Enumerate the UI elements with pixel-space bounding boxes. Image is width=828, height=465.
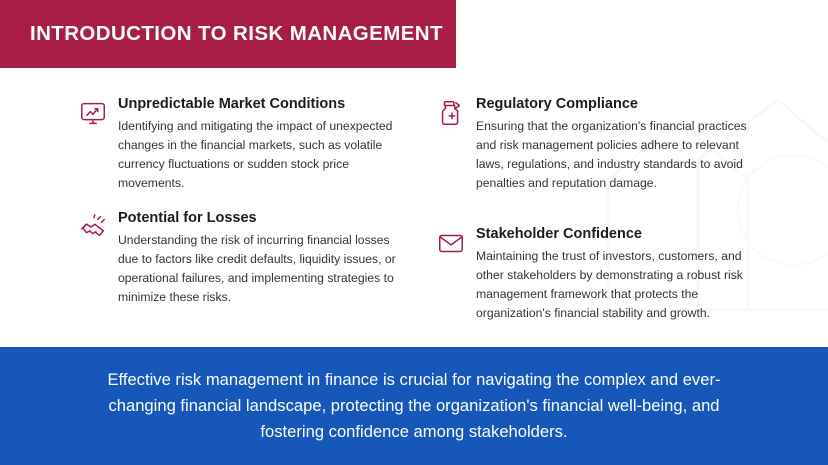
feature-body — [118, 210, 404, 307]
feature-description: Maintaining the trust of investors, customers, and other stakeholders by demonstrating a robust risk management framework that protects the organization's financial stability and growth. — [476, 249, 743, 321]
feature-item-market-conditions — [78, 96, 404, 193]
summary-text: Effective risk management in finance is crucial for navigating the complex and ever-changing financial landscape, protecting the organization's financial well-being, and fostering confidence among stakeholders. — [107, 370, 721, 441]
feature-title: Stakeholder Confidence — [476, 226, 642, 242]
handshake-icon — [78, 210, 118, 242]
feature-description: Identifying and mitigating the impact of unexpected changes in the financial markets, such as volatile currency fluctuations or sudden stock price movements. — [118, 119, 393, 191]
title-banner — [0, 0, 456, 68]
feature-title: Potential for Losses — [118, 210, 257, 226]
feature-title: Unpredictable Market Conditions — [118, 96, 346, 112]
feature-description: Ensuring that the organization's financial practices and risk management policies adhere to relevant laws, regulations, and industry standards to avoid penalties and reputation damage. — [476, 119, 747, 191]
feature-body — [476, 226, 762, 323]
envelope-icon — [436, 226, 476, 258]
feature-title: Regulatory Compliance — [476, 96, 638, 112]
feature-item-stakeholder-confidence — [436, 226, 762, 323]
monitor-chart-icon — [78, 96, 118, 128]
medical-bottle-icon — [436, 96, 476, 128]
content-area — [0, 84, 828, 344]
feature-body — [118, 96, 404, 193]
feature-item-potential-losses — [78, 210, 404, 307]
feature-item-regulatory-compliance — [436, 96, 762, 193]
feature-body — [476, 96, 762, 193]
page-title: INTRODUCTION TO RISK MANAGEMENT — [30, 22, 443, 45]
summary-callout — [0, 347, 828, 465]
feature-description: Understanding the risk of incurring financial losses due to factors like credit defaults, liquidity issues, or operational failures, and implementing strategies to minimize these risks. — [118, 233, 396, 305]
